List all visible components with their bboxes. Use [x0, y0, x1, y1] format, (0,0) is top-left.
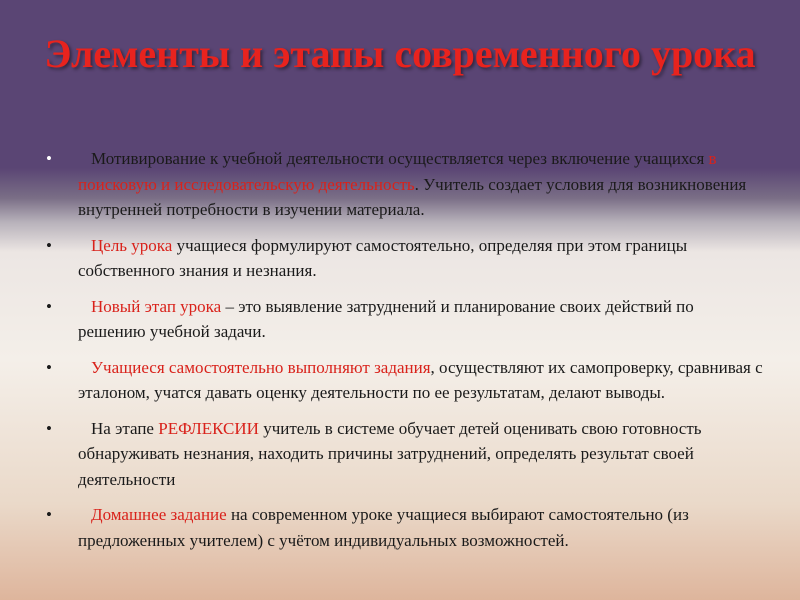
- bullet-text: Мотивирование к учебной деятельности осуществляется через включение учащихся: [91, 149, 709, 168]
- bullet-item-independent-work: [46, 355, 764, 406]
- bullet-text: . Учитель создает условия для возникновения внутренней потребности в изучении материала.: [78, 174, 747, 219]
- bullet-text: – это выявление затруднений и планирование своих действий по решению учебной задачи.: [78, 296, 694, 341]
- bullet-highlight: в поисковую и исследовательскую деятельность: [78, 149, 717, 194]
- bullet-text: , осуществляют их самопроверку, сравнивая с эталоном, учатся давать оценку деятельности по ее результатам, делают выводы.: [78, 357, 763, 402]
- bullet-dot-icon: •: [46, 296, 52, 316]
- bullet-item-reflection: [46, 416, 764, 493]
- bullet-list: [46, 146, 764, 563]
- bullet-text: учащиеся формулируют самостоятельно, определяя при этом границы собственного знания и незнания.: [78, 235, 688, 280]
- bullet-highlight: Цель урока: [91, 235, 173, 255]
- bullet-item-lesson-goal: [46, 233, 764, 284]
- bullet-text: учитель в системе обучает детей оценивать свою готовность обнаруживать незнания, находить причины затруднений, определять результат своей деятельности: [78, 418, 702, 489]
- bullet-dot-icon: •: [46, 235, 52, 255]
- bullet-dot-icon: •: [46, 149, 52, 168]
- bullet-item-new-stage: [46, 294, 764, 345]
- slide-title: Элементы и этапы современного урока: [44, 31, 756, 76]
- bullet-text: на современном уроке учащиеся выбирают самостоятельно (из предложенных учителем) с учётом индивидуальных возможностей.: [78, 505, 689, 550]
- bullet-text: На этапе: [91, 418, 159, 438]
- bullet-item-motivation: [46, 146, 764, 223]
- bullet-highlight: Домашнее задание: [91, 505, 227, 524]
- bullet-item-homework: [46, 502, 764, 553]
- bullet-highlight: РЕФЛЕКСИИ: [158, 418, 259, 438]
- bullet-highlight: Новый этап урока: [91, 296, 222, 316]
- bullet-highlight: Учащиеся самостоятельно выполняют задания: [91, 357, 431, 377]
- bullet-dot-icon: •: [46, 418, 52, 438]
- bullet-dot-icon: •: [46, 505, 52, 524]
- bullet-dot-icon: •: [46, 357, 52, 377]
